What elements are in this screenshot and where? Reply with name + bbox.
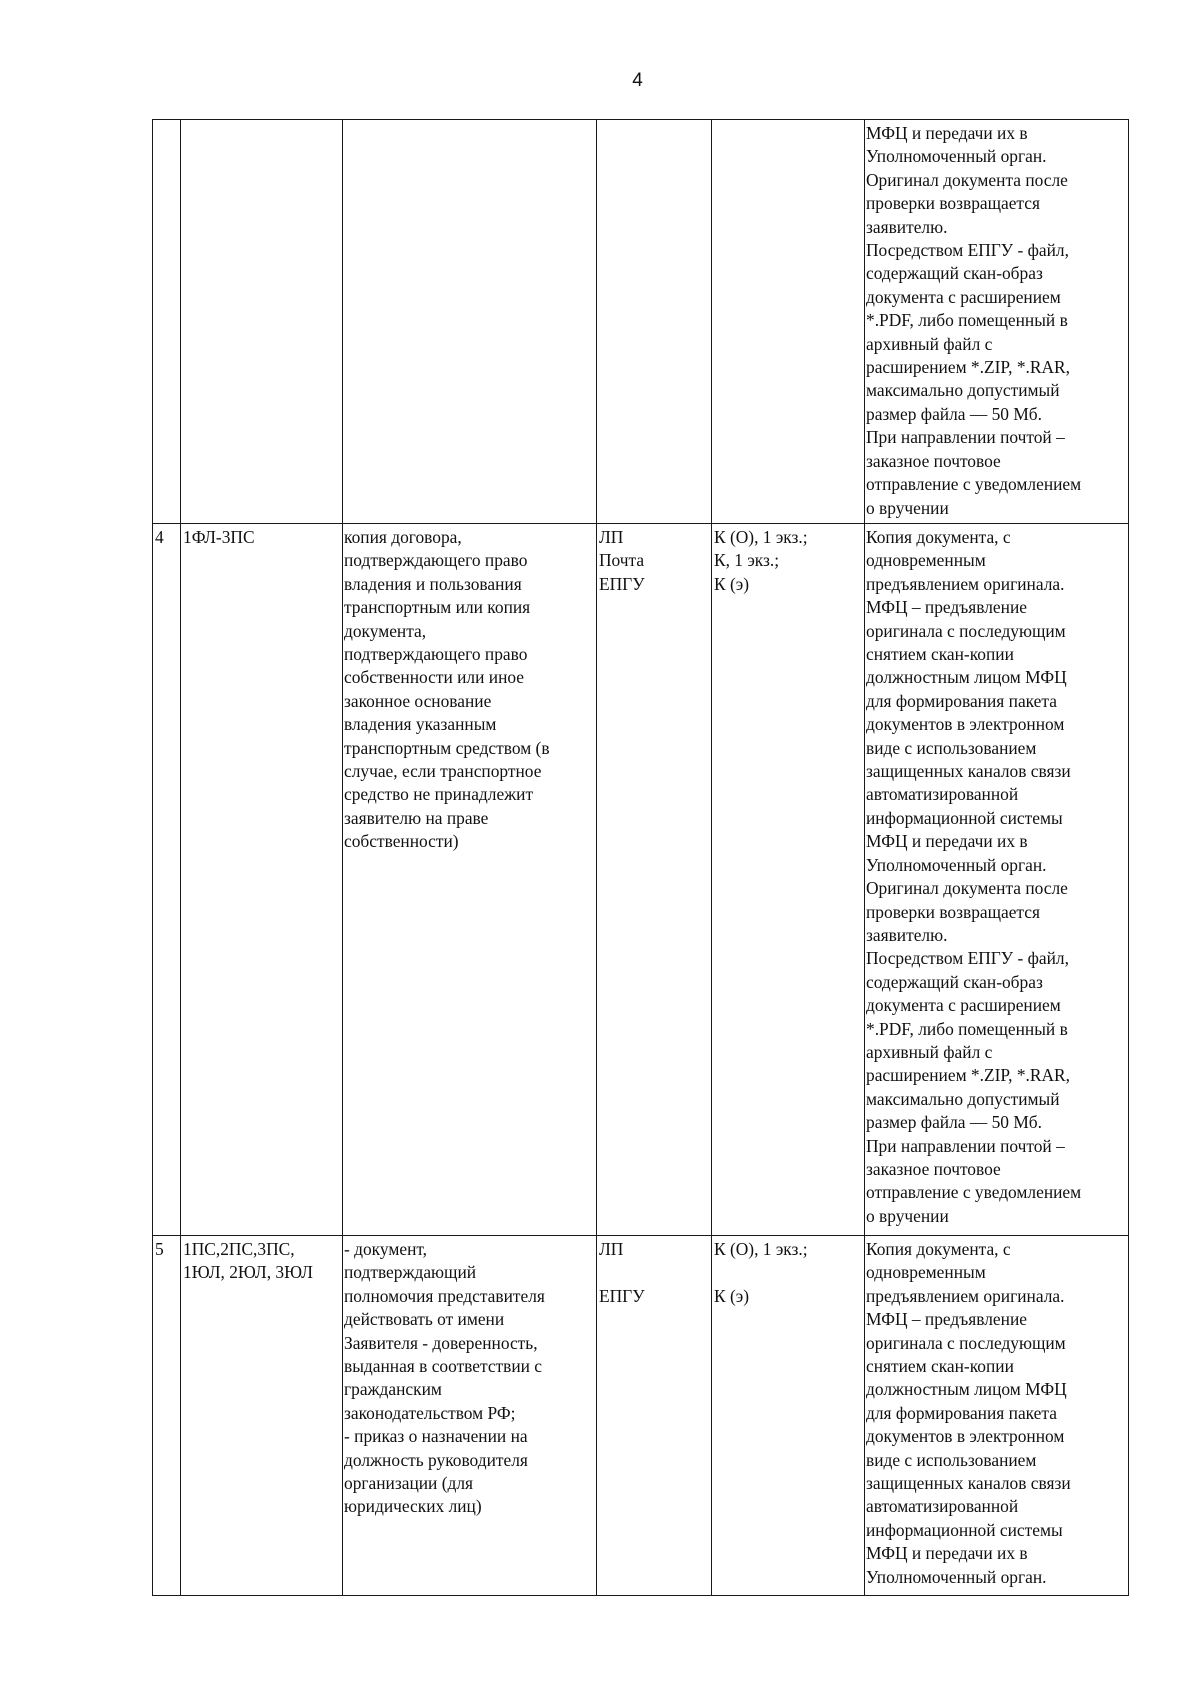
submission-method-cell: ЛП ЕПГУ (597, 1236, 712, 1596)
copies-cell (712, 120, 865, 524)
requirements-cell: МФЦ и передачи их в Уполномоченный орган. Оригинал документа после проверки возвращается заявителю. Посредством ЕПГУ - файл, содержащий скан-образ документа с расширением *.PDF, либо помещенный в архивный файл с расширением *.ZIP, *.RAR, максимально допустимый размер файла — 50 Мб. При направлении почтой – заказное почтовое отправление с уведомлением о вручении (865, 120, 1129, 524)
requirements-cell: Копия документа, с одновременным предъявлением оригинала. МФЦ – предъявление оригинала с последующим снятием скан-копии должностным лицом МФЦ для формирования пакета документов в электронном виде с использованием защищенных каналов связи автоматизированной информационной системы МФЦ и передачи их в Уполномоченный орган. Оригинал документа после проверки возвращается заявителю. Посредством ЕПГУ - файл, содержащий скан-образ документа с расширением *.PDF, либо помещенный в архивный файл с расширением *.ZIP, *.RAR, максимально допустимый размер файла — 50 Мб. При направлении почтой – заказное почтовое отправление с уведомлением о вручении (865, 524, 1129, 1236)
row-number-cell: 5 (153, 1236, 181, 1596)
document-table (152, 119, 1129, 1596)
row-number-cell (153, 120, 181, 524)
applicant-category-cell (181, 120, 343, 524)
table-row (153, 1236, 1129, 1596)
applicant-category-cell: 1ПС,2ПС,3ПС, 1ЮЛ, 2ЮЛ, 3ЮЛ (181, 1236, 343, 1596)
requirements-cell: Копия документа, с одновременным предъявлением оригинала. МФЦ – предъявление оригинала с последующим снятием скан-копии должностным лицом МФЦ для формирования пакета документов в электронном виде с использованием защищенных каналов связи автоматизированной информационной системы МФЦ и передачи их в Уполномоченный орган. (865, 1236, 1129, 1596)
copies-cell: К (О), 1 экз.; К (э) (712, 1236, 865, 1596)
document-name-cell (343, 120, 597, 524)
document-name-cell: копия договора, подтверждающего право владения и пользования транспортным или копия документа, подтверждающего право собственности или иное законное основание владения указанным транспортным средством (в случае, если транспортное средство не принадлежит заявителю на праве собственности) (343, 524, 597, 1236)
copies-cell: К (О), 1 экз.; К, 1 экз.; К (э) (712, 524, 865, 1236)
submission-method-cell: ЛП Почта ЕПГУ (597, 524, 712, 1236)
submission-method-cell (597, 120, 712, 524)
applicant-category-cell: 1ФЛ-3ПС (181, 524, 343, 1236)
page-number: 4 (632, 70, 643, 91)
document-name-cell: - документ, подтверждающий полномочия представителя действовать от имени Заявителя - доверенность, выданная в соответствии с гражданским законодательством РФ; - приказ о назначении на должность руководителя организации (для юридических лиц) (343, 1236, 597, 1596)
table-row (153, 120, 1129, 524)
row-number-cell: 4 (153, 524, 181, 1236)
table-row (153, 524, 1129, 1236)
